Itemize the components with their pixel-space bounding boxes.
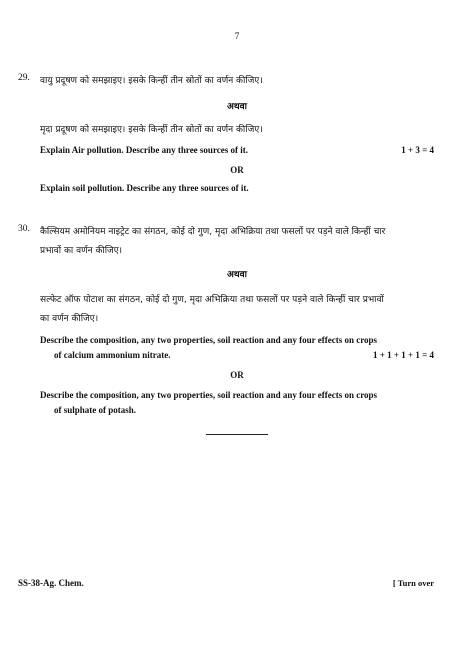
page-number: 7: [234, 32, 240, 42]
question-number: 29.: [18, 73, 30, 83]
question-hindi-text-line1: कैल्सियम अमोनियम नाइट्रेट का संगठन, कोई दो गुण, मृदा अभिक्रिया तथा फसलों पर पड़ने वाले किन्हीं चार: [40, 227, 386, 237]
or-separator: OR: [230, 165, 244, 175]
question-english-line2: of calcium ammonium nitrate.: [54, 350, 171, 360]
or-separator: OR: [230, 370, 244, 380]
paper-code: SS-38-Ag. Chem.: [18, 578, 84, 588]
turn-over-note: [ Turn over: [392, 578, 434, 588]
marks-allocation: 1 + 1 + 1 + 1 = 4: [372, 350, 434, 360]
question-hindi-text: वायु प्रदूषण को समझाइए। इसके किन्हीं तीन स्रोतों का वर्णन कीजिए।: [40, 76, 263, 86]
question-english-alt-text: Explain soil pollution. Describe any three sources of it.: [40, 183, 249, 193]
question-hindi-alt-text: मृदा प्रदूषण को समझाइए। इसके किन्हीं तीन स्रोतों का वर्णन कीजिए।: [40, 125, 263, 135]
marks-allocation: 1 + 3 = 4: [401, 145, 434, 155]
or-separator-hindi: अथवा: [227, 102, 247, 112]
question-english-line1: Describe the composition, any two properties, soil reaction and any four effects on crops: [40, 335, 378, 345]
question-hindi-alt-line2: का वर्णन कीजिए।: [40, 314, 99, 324]
question-english-text: Explain Air pollution. Describe any three sources of it.: [40, 145, 249, 155]
question-number: 30.: [18, 224, 30, 234]
end-rule: [206, 434, 268, 435]
question-english-alt-line2: of sulphate of potash.: [54, 405, 137, 415]
question-hindi-alt-line1: सल्फेट ऑफ पोटाश का संगठन, कोई दो गुण, मृदा अभिक्रिया तथा फसलों पर पड़ने वाले किन्हीं चार प्रभावों: [40, 295, 384, 305]
question-hindi-text-line2: प्रभावों का वर्णन कीजिए।: [40, 246, 123, 256]
or-separator-hindi: अथवा: [227, 270, 247, 280]
question-english-alt-line1: Describe the composition, any two properties, soil reaction and any four effects on crops: [40, 390, 378, 400]
